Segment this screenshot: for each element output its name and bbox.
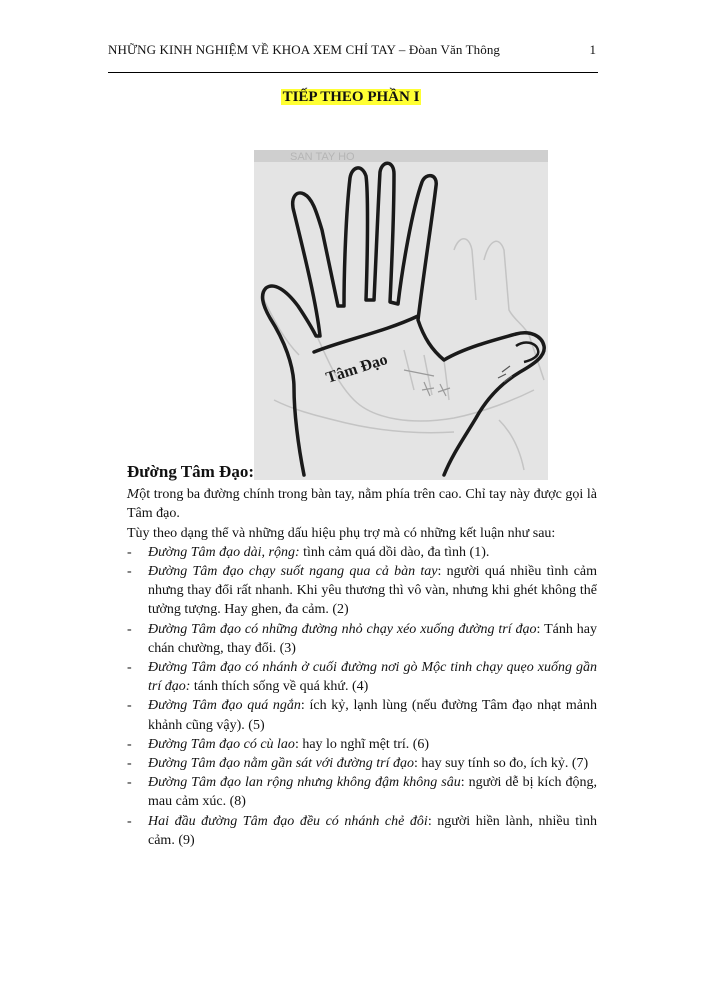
list-dash: - (127, 544, 132, 560)
list-dash: - (127, 756, 132, 772)
trait-list (127, 543, 597, 850)
palm-drawing (254, 150, 548, 480)
item-text: : Tánh hay chán chường, thay đổi. (3) (148, 621, 597, 656)
lead-paragraph: Tùy theo dạng thể và những dấu hiệu phụ trợ mà có những kết luận như sau: (127, 525, 556, 541)
list-item (127, 773, 597, 811)
item-italic: Đường Tâm đạo nằm gần sát với đường trí đạo (148, 756, 414, 772)
palm-illustration (254, 150, 548, 480)
dropcap-letter: M (127, 487, 140, 502)
list-item (127, 543, 597, 562)
item-text: : hay suy tính so đo, ích kỷ. (7) (413, 756, 589, 772)
item-italic: Đường Tâm đạo quá ngắn (148, 698, 301, 714)
list-dash: - (127, 698, 132, 714)
list-dash: - (127, 660, 132, 676)
item-text: tình cảm quá dồi dào, đa tình (1). (299, 544, 490, 560)
list-dash: - (127, 775, 132, 791)
item-italic: Đường Tâm đạo lan rộng nhưng không đậm không sâu (148, 775, 461, 791)
list-item (127, 562, 597, 620)
item-text: : ích kỷ, lạnh lùng (nếu đường Tâm đạo nhạt mảnh khảnh cũng vậy). (5) (148, 698, 597, 733)
item-italic: Đường Tâm đạo dài, rộng: (148, 544, 300, 560)
list-item (127, 696, 597, 734)
item-text: : người quá nhiều tình cảm nhưng thay đổi rất nhanh. Khi yêu thương thì vô vàn, nhưng khi ghét không thể tưởng tượng. Hay ghen, đa cảm. (2) (148, 564, 598, 618)
heart-line-label: Tâm Đạo (323, 350, 390, 387)
intro-text: ột trong ba đường chính trong bàn tay, nằm phía trên cao. Chỉ tay này được gọi là Tâm đạo. (127, 487, 597, 522)
continued-label: TIẾP THEO PHẦN I (282, 89, 420, 105)
header-rule (108, 72, 598, 73)
page-header (108, 42, 598, 66)
item-text: : hay lo nghĩ mệt trí. (6) (294, 736, 430, 752)
list-item (127, 754, 597, 773)
scan-header-fragment: SAN TAY HO (290, 151, 355, 163)
item-italic: Đường Tâm đạo có những đường nhỏ chạy xéo xuống đường trí đạo (148, 621, 537, 637)
item-italic: Hai đầu đường Tâm đạo đều có nhánh chẻ đôi (148, 813, 428, 829)
list-item (127, 620, 597, 658)
list-item (127, 812, 597, 850)
intro-paragraph (127, 485, 597, 523)
item-text: tánh thích sống về quá khứ. (4) (190, 679, 369, 695)
page-number: 1 (589, 42, 596, 57)
continued-banner (0, 88, 702, 106)
list-dash: - (127, 564, 132, 580)
list-dash: - (127, 621, 132, 637)
item-text: : người dễ bị kích động, mau cảm xúc. (8) (148, 775, 597, 810)
article-body (127, 462, 597, 850)
item-text: : người hiền lành, nhiều tình cảm. (9) (148, 813, 597, 848)
list-dash: - (127, 813, 132, 829)
list-dash: - (127, 736, 132, 752)
item-italic: Đường Tâm đạo có nhánh ở cuối đường nơi gò Mộc tinh chạy quẹo xuống gần trí đạo: (148, 660, 597, 695)
item-italic: Đường Tâm đạo có cù lao (148, 736, 295, 752)
header-title: NHỮNG KINH NGHIỆM VỀ KHOA XEM CHỈ TAY – Đòan Văn Thông (108, 42, 501, 57)
list-item (127, 735, 597, 754)
section-heading: Đường Tâm Đạo: (127, 462, 254, 481)
item-italic: Đường Tâm đạo chạy suốt ngang qua cả bàn tay (148, 564, 438, 580)
list-item (127, 658, 597, 696)
